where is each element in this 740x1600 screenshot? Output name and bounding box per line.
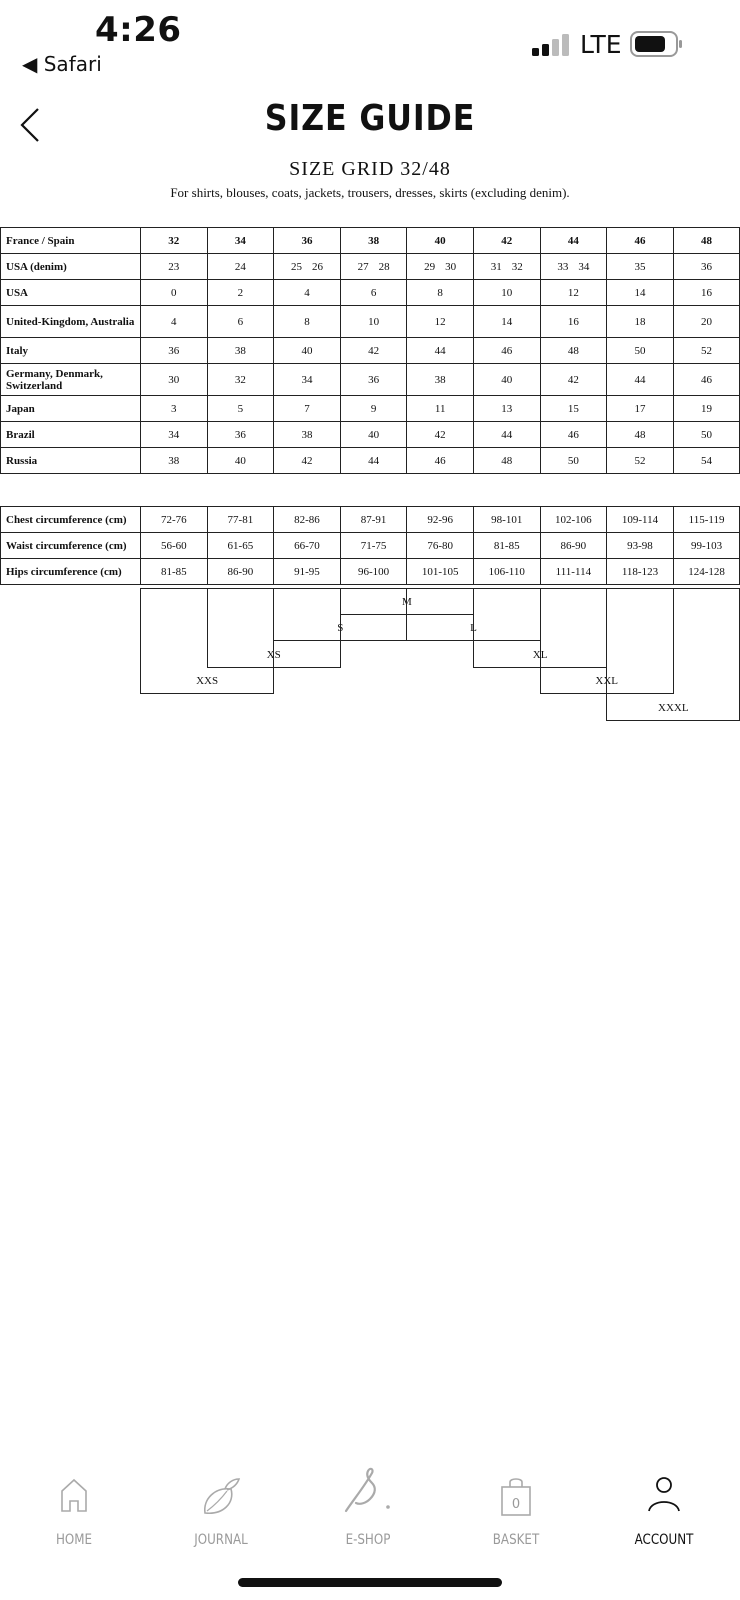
size-cell: 38 (340, 228, 407, 254)
size-cell: 12 (407, 306, 474, 338)
size-value: 24 (234, 260, 246, 273)
size-value: 26 (311, 260, 323, 273)
size-cell: 44 (607, 364, 674, 396)
size-cell (340, 254, 407, 280)
measurement-cell: 76-80 (407, 533, 474, 559)
letter-size-label: XS (266, 648, 281, 661)
size-cell: 12 (540, 280, 607, 306)
size-row (1, 364, 740, 396)
measurement-cell: 87-91 (340, 507, 407, 533)
letter-size-box (606, 588, 740, 721)
size-row-label: Italy (1, 338, 141, 364)
size-cell: 52 (673, 338, 740, 364)
letter-size-label: S (337, 622, 344, 634)
size-cell: 50 (540, 448, 607, 474)
size-cell: 44 (340, 448, 407, 474)
size-value: 36 (701, 260, 713, 273)
size-cell: 38 (407, 364, 474, 396)
size-cell: 46 (473, 338, 540, 364)
size-cell: 36 (141, 338, 208, 364)
size-cell: 17 (607, 396, 674, 422)
size-cell: 40 (274, 338, 341, 364)
measurement-row (1, 559, 740, 585)
measurement-cell: 118-123 (607, 559, 674, 585)
size-cell: 3 (141, 396, 208, 422)
size-value: 25 (290, 260, 302, 273)
eshop-logo-icon (340, 1465, 396, 1517)
size-cell: 8 (274, 306, 341, 338)
size-value: 29 (424, 260, 436, 273)
size-row (1, 338, 740, 364)
size-value: 32 (511, 260, 523, 273)
basket-count: 0 (511, 1497, 521, 1512)
size-row-label: France / Spain (1, 228, 141, 254)
size-value: 33 (557, 260, 569, 273)
letter-size-label: L (470, 622, 477, 634)
size-value: 35 (634, 260, 646, 273)
size-value: 34 (578, 260, 590, 273)
size-cell: 38 (207, 338, 274, 364)
measurement-cell: 93-98 (607, 533, 674, 559)
size-grid-subtitle: For shirts, blouses, coats, jackets, trousers, dresses, skirts (excluding denim). (170, 185, 570, 200)
measurement-cell: 86-90 (540, 533, 607, 559)
size-cell: 7 (274, 396, 341, 422)
size-row-label: Russia (1, 448, 141, 474)
size-value: 27 (357, 260, 369, 273)
size-cell: 42 (407, 422, 474, 448)
size-cell: 11 (407, 396, 474, 422)
size-cell: 42 (340, 338, 407, 364)
size-cell: 42 (473, 228, 540, 254)
size-cell: 46 (607, 228, 674, 254)
letter-size-label: XXL (595, 675, 618, 687)
page-title: SIZE GUIDE (264, 98, 476, 139)
measurements-table (0, 506, 740, 585)
nav-home-label: HOME (55, 1532, 93, 1548)
size-row-label: Brazil (1, 422, 141, 448)
size-cell: 8 (407, 280, 474, 306)
size-cell (207, 254, 274, 280)
size-cell: 52 (607, 448, 674, 474)
size-cell: 20 (673, 306, 740, 338)
size-cell: 6 (340, 280, 407, 306)
size-cell: 54 (673, 448, 740, 474)
size-row-label: Japan (1, 396, 141, 422)
measurement-row-label: Hips circumference (cm) (1, 559, 141, 585)
size-cell: 38 (274, 422, 341, 448)
nav-eshop-label: E-SHOP (345, 1532, 391, 1548)
size-value: 28 (378, 260, 390, 273)
size-cell: 4 (141, 306, 208, 338)
size-value: 30 (445, 260, 457, 273)
measurement-row (1, 533, 740, 559)
size-cell: 34 (141, 422, 208, 448)
measurement-cell: 106-110 (473, 559, 540, 585)
size-cell: 40 (407, 228, 474, 254)
size-cell (141, 254, 208, 280)
size-row-label: Germany, Denmark, Switzerland (1, 364, 141, 396)
size-cell: 36 (340, 364, 407, 396)
measurement-cell: 56-60 (141, 533, 208, 559)
size-cell: 48 (473, 448, 540, 474)
size-cell: 14 (607, 280, 674, 306)
status-time: 4:26 (95, 10, 182, 50)
measurement-cell: 66-70 (274, 533, 341, 559)
size-cell: 10 (473, 280, 540, 306)
size-cell: 19 (673, 396, 740, 422)
measurement-cell: 92-96 (407, 507, 474, 533)
size-cell: 4 (274, 280, 341, 306)
size-cell: 38 (141, 448, 208, 474)
measurement-cell: 124-128 (673, 559, 740, 585)
size-cell: 44 (407, 338, 474, 364)
measurement-cell: 99-103 (673, 533, 740, 559)
measurement-cell: 86-90 (207, 559, 274, 585)
size-cell: 40 (207, 448, 274, 474)
size-row-label: USA (denim) (1, 254, 141, 280)
size-cell (407, 254, 474, 280)
measurement-cell: 77-81 (207, 507, 274, 533)
home-icon (54, 1475, 94, 1515)
size-cell: 44 (540, 228, 607, 254)
size-row (1, 306, 740, 338)
leaf-icon (199, 1475, 243, 1519)
size-cell: 2 (207, 280, 274, 306)
size-value: 23 (168, 260, 180, 273)
size-cell: 32 (207, 364, 274, 396)
size-cell: 42 (540, 364, 607, 396)
letter-size-label: XXXL (658, 701, 689, 714)
measurement-cell: 98-101 (473, 507, 540, 533)
battery-icon (630, 30, 684, 58)
size-row (1, 254, 740, 280)
size-cell: 48 (540, 338, 607, 364)
size-cell: 5 (207, 396, 274, 422)
size-cell: 48 (673, 228, 740, 254)
size-cell: 40 (340, 422, 407, 448)
measurement-row-label: Chest circumference (cm) (1, 507, 141, 533)
size-cell: 42 (274, 448, 341, 474)
back-to-safari-link[interactable]: ◀ Safari (22, 52, 102, 76)
measurement-cell: 109-114 (607, 507, 674, 533)
measurement-cell: 81-85 (141, 559, 208, 585)
size-conversion-table (0, 227, 740, 474)
back-chevron-icon[interactable] (18, 105, 46, 145)
nav-journal-label: JOURNAL (194, 1532, 248, 1548)
measurement-cell: 81-85 (473, 533, 540, 559)
letter-size-label: XXS (196, 675, 219, 687)
size-cell (274, 254, 341, 280)
size-cell: 36 (207, 422, 274, 448)
size-value: 31 (490, 260, 502, 273)
measurement-cell: 96-100 (340, 559, 407, 585)
size-cell: 40 (473, 364, 540, 396)
person-icon (644, 1475, 684, 1515)
size-row (1, 228, 740, 254)
letter-size-label: XL (532, 648, 548, 661)
size-row (1, 280, 740, 306)
size-cell: 18 (607, 306, 674, 338)
size-cell: 30 (141, 364, 208, 396)
size-cell: 46 (407, 448, 474, 474)
size-cell: 10 (340, 306, 407, 338)
size-cell (540, 254, 607, 280)
size-cell: 9 (340, 396, 407, 422)
size-cell: 32 (141, 228, 208, 254)
size-cell: 16 (673, 280, 740, 306)
size-cell: 34 (207, 228, 274, 254)
size-cell (473, 254, 540, 280)
size-row (1, 422, 740, 448)
measurement-cell: 91-95 (274, 559, 341, 585)
measurement-cell: 72-76 (141, 507, 208, 533)
size-cell: 34 (274, 364, 341, 396)
measurement-cell: 102-106 (540, 507, 607, 533)
cellular-signal-icon (532, 34, 572, 56)
letter-size-box (140, 588, 274, 694)
size-cell: 16 (540, 306, 607, 338)
size-cell: 0 (141, 280, 208, 306)
nav-basket-label: BASKET (492, 1532, 540, 1548)
size-cell: 6 (207, 306, 274, 338)
size-cell (673, 254, 740, 280)
size-cell: 46 (673, 364, 740, 396)
size-cell: 48 (607, 422, 674, 448)
size-cell: 44 (473, 422, 540, 448)
network-type-label: LTE (580, 30, 622, 59)
nav-account-label: ACCOUNT (634, 1532, 694, 1548)
size-grid-title: SIZE GRID 32/48 (289, 158, 451, 180)
size-cell: 36 (274, 228, 341, 254)
measurement-cell: 71-75 (340, 533, 407, 559)
size-cell (607, 254, 674, 280)
measurement-cell: 115-119 (673, 507, 740, 533)
home-indicator (238, 1578, 502, 1587)
size-cell: 50 (607, 338, 674, 364)
measurement-cell: 61-65 (207, 533, 274, 559)
size-cell: 13 (473, 396, 540, 422)
measurement-cell: 111-114 (540, 559, 607, 585)
basket-icon (496, 1475, 536, 1517)
measurement-cell: 82-86 (274, 507, 341, 533)
size-row (1, 396, 740, 422)
size-row-label: United-Kingdom, Australia (1, 306, 141, 338)
size-row (1, 448, 740, 474)
size-cell: 46 (540, 422, 607, 448)
measurement-cell: 101-105 (407, 559, 474, 585)
measurement-row (1, 507, 740, 533)
size-cell: 14 (473, 306, 540, 338)
size-cell: 15 (540, 396, 607, 422)
measurement-row-label: Waist circumference (cm) (1, 533, 141, 559)
size-row-label: USA (1, 280, 141, 306)
size-cell: 50 (673, 422, 740, 448)
letter-size-label: M (402, 595, 412, 608)
